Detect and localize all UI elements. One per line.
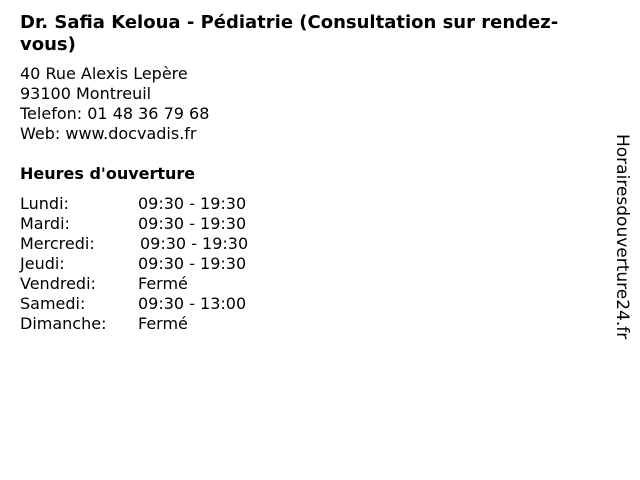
day-label: Samedi: (20, 294, 86, 313)
phone-number: Telefon: 01 48 36 79 68 (20, 104, 210, 123)
day-hours: 09:30 - 13:00 (138, 294, 247, 313)
day-label: Mardi: (20, 214, 70, 233)
day-hours: Fermé (138, 314, 188, 333)
hours-row-friday (20, 274, 248, 294)
hours-row-wednesday (20, 234, 248, 254)
hours-row-sunday (20, 314, 248, 334)
address-block (20, 64, 209, 144)
street-address: 40 Rue Alexis Lepère (20, 64, 188, 83)
site-watermark: Horairesdouverture24.fr (612, 134, 632, 340)
day-label: Vendredi: (20, 274, 96, 293)
day-hours: Fermé (138, 274, 188, 293)
city-postcode: 93100 Montreuil (20, 84, 152, 103)
page-title: Dr. Safia Keloua - Pédiatrie (Consultation sur rendez-vous) (20, 12, 559, 55)
hours-row-saturday (20, 294, 248, 314)
opening-hours-table (20, 194, 248, 334)
day-hours: 09:30 - 19:30 (140, 234, 249, 253)
opening-hours-heading: Heures d'ouverture (20, 164, 196, 183)
hours-row-tuesday (20, 214, 248, 234)
day-hours: 09:30 - 19:30 (138, 194, 247, 213)
hours-row-monday (20, 194, 248, 214)
day-label: Mercredi: (20, 234, 95, 253)
hours-row-thursday (20, 254, 248, 274)
day-label: Jeudi: (20, 254, 65, 273)
day-label: Lundi: (20, 194, 69, 213)
website: Web: www.docvadis.fr (20, 124, 197, 143)
day-hours: 09:30 - 19:30 (138, 214, 247, 233)
day-hours: 09:30 - 19:30 (138, 254, 247, 273)
day-label: Dimanche: (20, 314, 107, 333)
